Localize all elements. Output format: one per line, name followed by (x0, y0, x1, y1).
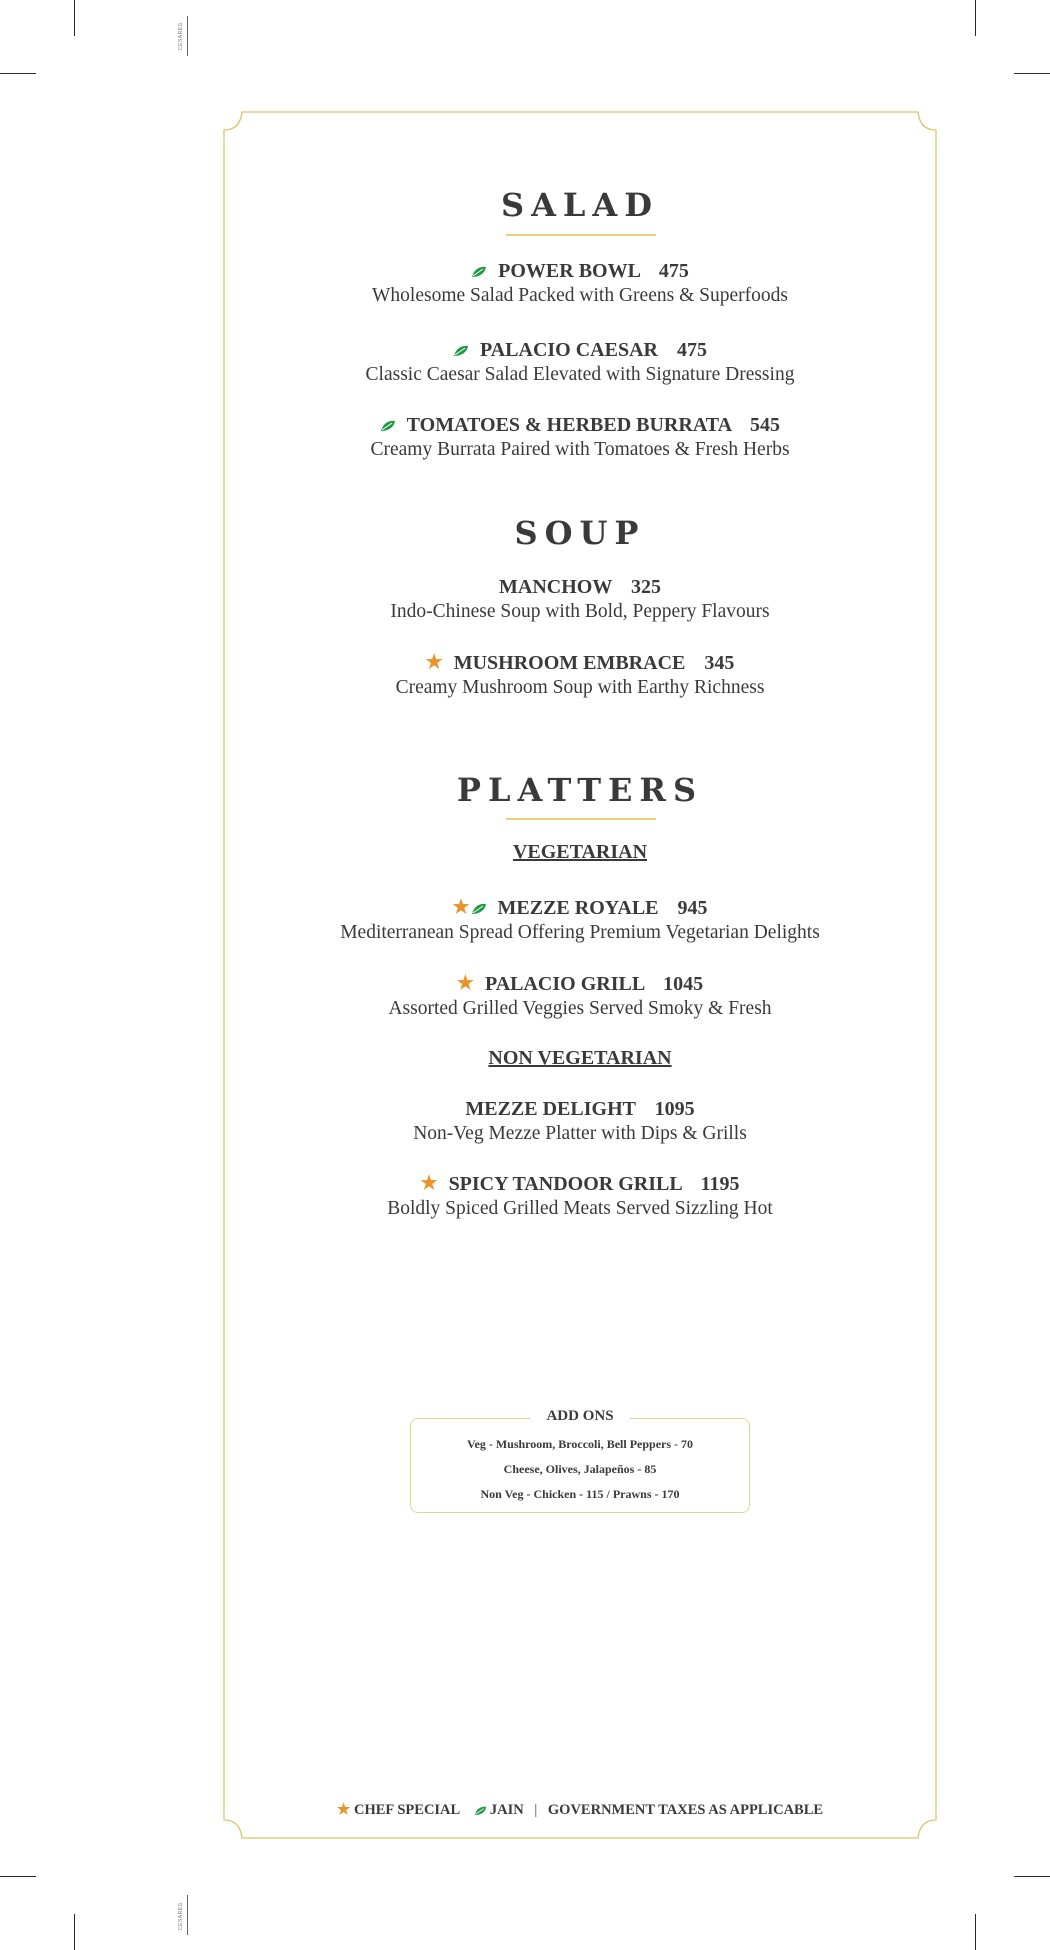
section-title-soup: SOUP (514, 514, 646, 552)
legend-chef-special: CHEF SPECIAL (353, 1802, 460, 1818)
menu-item (0, 413, 1050, 463)
item-price: 345 (704, 652, 735, 674)
star-icon: ★ (336, 1802, 351, 1818)
star-icon: ★ (456, 973, 474, 994)
menu-item (0, 1172, 1050, 1222)
item-description: Classic Caesar Salad Elevated with Signature Dressing (365, 364, 795, 385)
item-description: Boldly Spiced Grilled Meats Served Sizzling Hot (387, 1198, 773, 1219)
leaf-icon (471, 903, 487, 915)
item-description: Mediterranean Spread Offering Premium Vegetarian Delights (340, 922, 820, 943)
menu-item (0, 1097, 1050, 1147)
subheading-non-vegetarian: NON VEGETARIAN (488, 1047, 672, 1069)
item-price: 325 (630, 576, 661, 598)
legend-separator: | (534, 1802, 538, 1818)
item-price: 1045 (663, 973, 704, 995)
menu-legend-footer (0, 1800, 1050, 1819)
item-name: PALACIO CAESAR (480, 339, 658, 361)
item-name: MUSHROOM EMBRACE (453, 652, 686, 674)
addon-line: Non Veg - Chicken - 115 / Prawns - 170 (480, 1487, 680, 1501)
section-title-platters: PLATTERS (456, 771, 704, 809)
menu-item (0, 575, 1050, 625)
item-name: MANCHOW (499, 576, 612, 598)
print-slug: CESAREG (178, 1902, 184, 1930)
menu-item (0, 259, 1050, 309)
star-icon: ★ (425, 652, 443, 673)
item-name: SPICY TANDOOR GRILL (448, 1173, 682, 1195)
item-description: Indo-Chinese Soup with Bold, Peppery Flavours (390, 601, 770, 622)
item-price: 1095 (654, 1098, 695, 1120)
menu-item (0, 651, 1050, 701)
star-icon: ★ (420, 1173, 438, 1194)
subheading-vegetarian: VEGETARIAN (512, 841, 648, 863)
leaf-icon (474, 1806, 487, 1816)
item-description: Assorted Grilled Veggies Served Smoky & Fresh (388, 998, 772, 1019)
item-price: 475 (658, 260, 689, 282)
addon-line: Cheese, Olives, Jalapeños - 85 (503, 1462, 657, 1476)
item-description: Non-Veg Mezze Platter with Dips & Grills (413, 1123, 747, 1144)
item-name: TOMATOES & HERBED BURRATA (406, 414, 731, 436)
leaf-icon (380, 420, 396, 432)
item-name: MEZZE DELIGHT (465, 1098, 636, 1120)
item-name: PALACIO GRILL (484, 973, 645, 995)
item-name: MEZZE ROYALE (497, 897, 659, 919)
print-slug: CESAREG (178, 22, 184, 50)
section-title-salad: SALAD (500, 186, 659, 224)
item-description: Creamy Burrata Paired with Tomatoes & Fresh Herbs (370, 439, 790, 460)
section-divider (506, 818, 656, 820)
star-icon: ★ (452, 897, 470, 918)
item-description: Wholesome Salad Packed with Greens & Superfoods (372, 285, 788, 306)
legend-taxes: GOVERNMENT TAXES AS APPLICABLE (547, 1802, 824, 1818)
item-name: POWER BOWL (498, 260, 640, 282)
addon-line: Veg - Mushroom, Broccoli, Bell Peppers - 70 (466, 1437, 694, 1451)
addons-title: ADD ONS (530, 1408, 630, 1425)
item-description: Creamy Mushroom Soup with Earthy Richness (395, 677, 765, 698)
item-price: 945 (677, 897, 708, 919)
leaf-icon (453, 345, 469, 357)
menu-item (0, 972, 1050, 1022)
item-price: 475 (676, 339, 707, 361)
menu-item (0, 338, 1050, 388)
item-price: 545 (749, 414, 780, 436)
item-price: 1195 (700, 1173, 740, 1195)
section-divider (506, 234, 656, 236)
legend-jain: JAIN (489, 1802, 524, 1818)
leaf-icon (471, 266, 487, 278)
menu-item (0, 896, 1050, 946)
